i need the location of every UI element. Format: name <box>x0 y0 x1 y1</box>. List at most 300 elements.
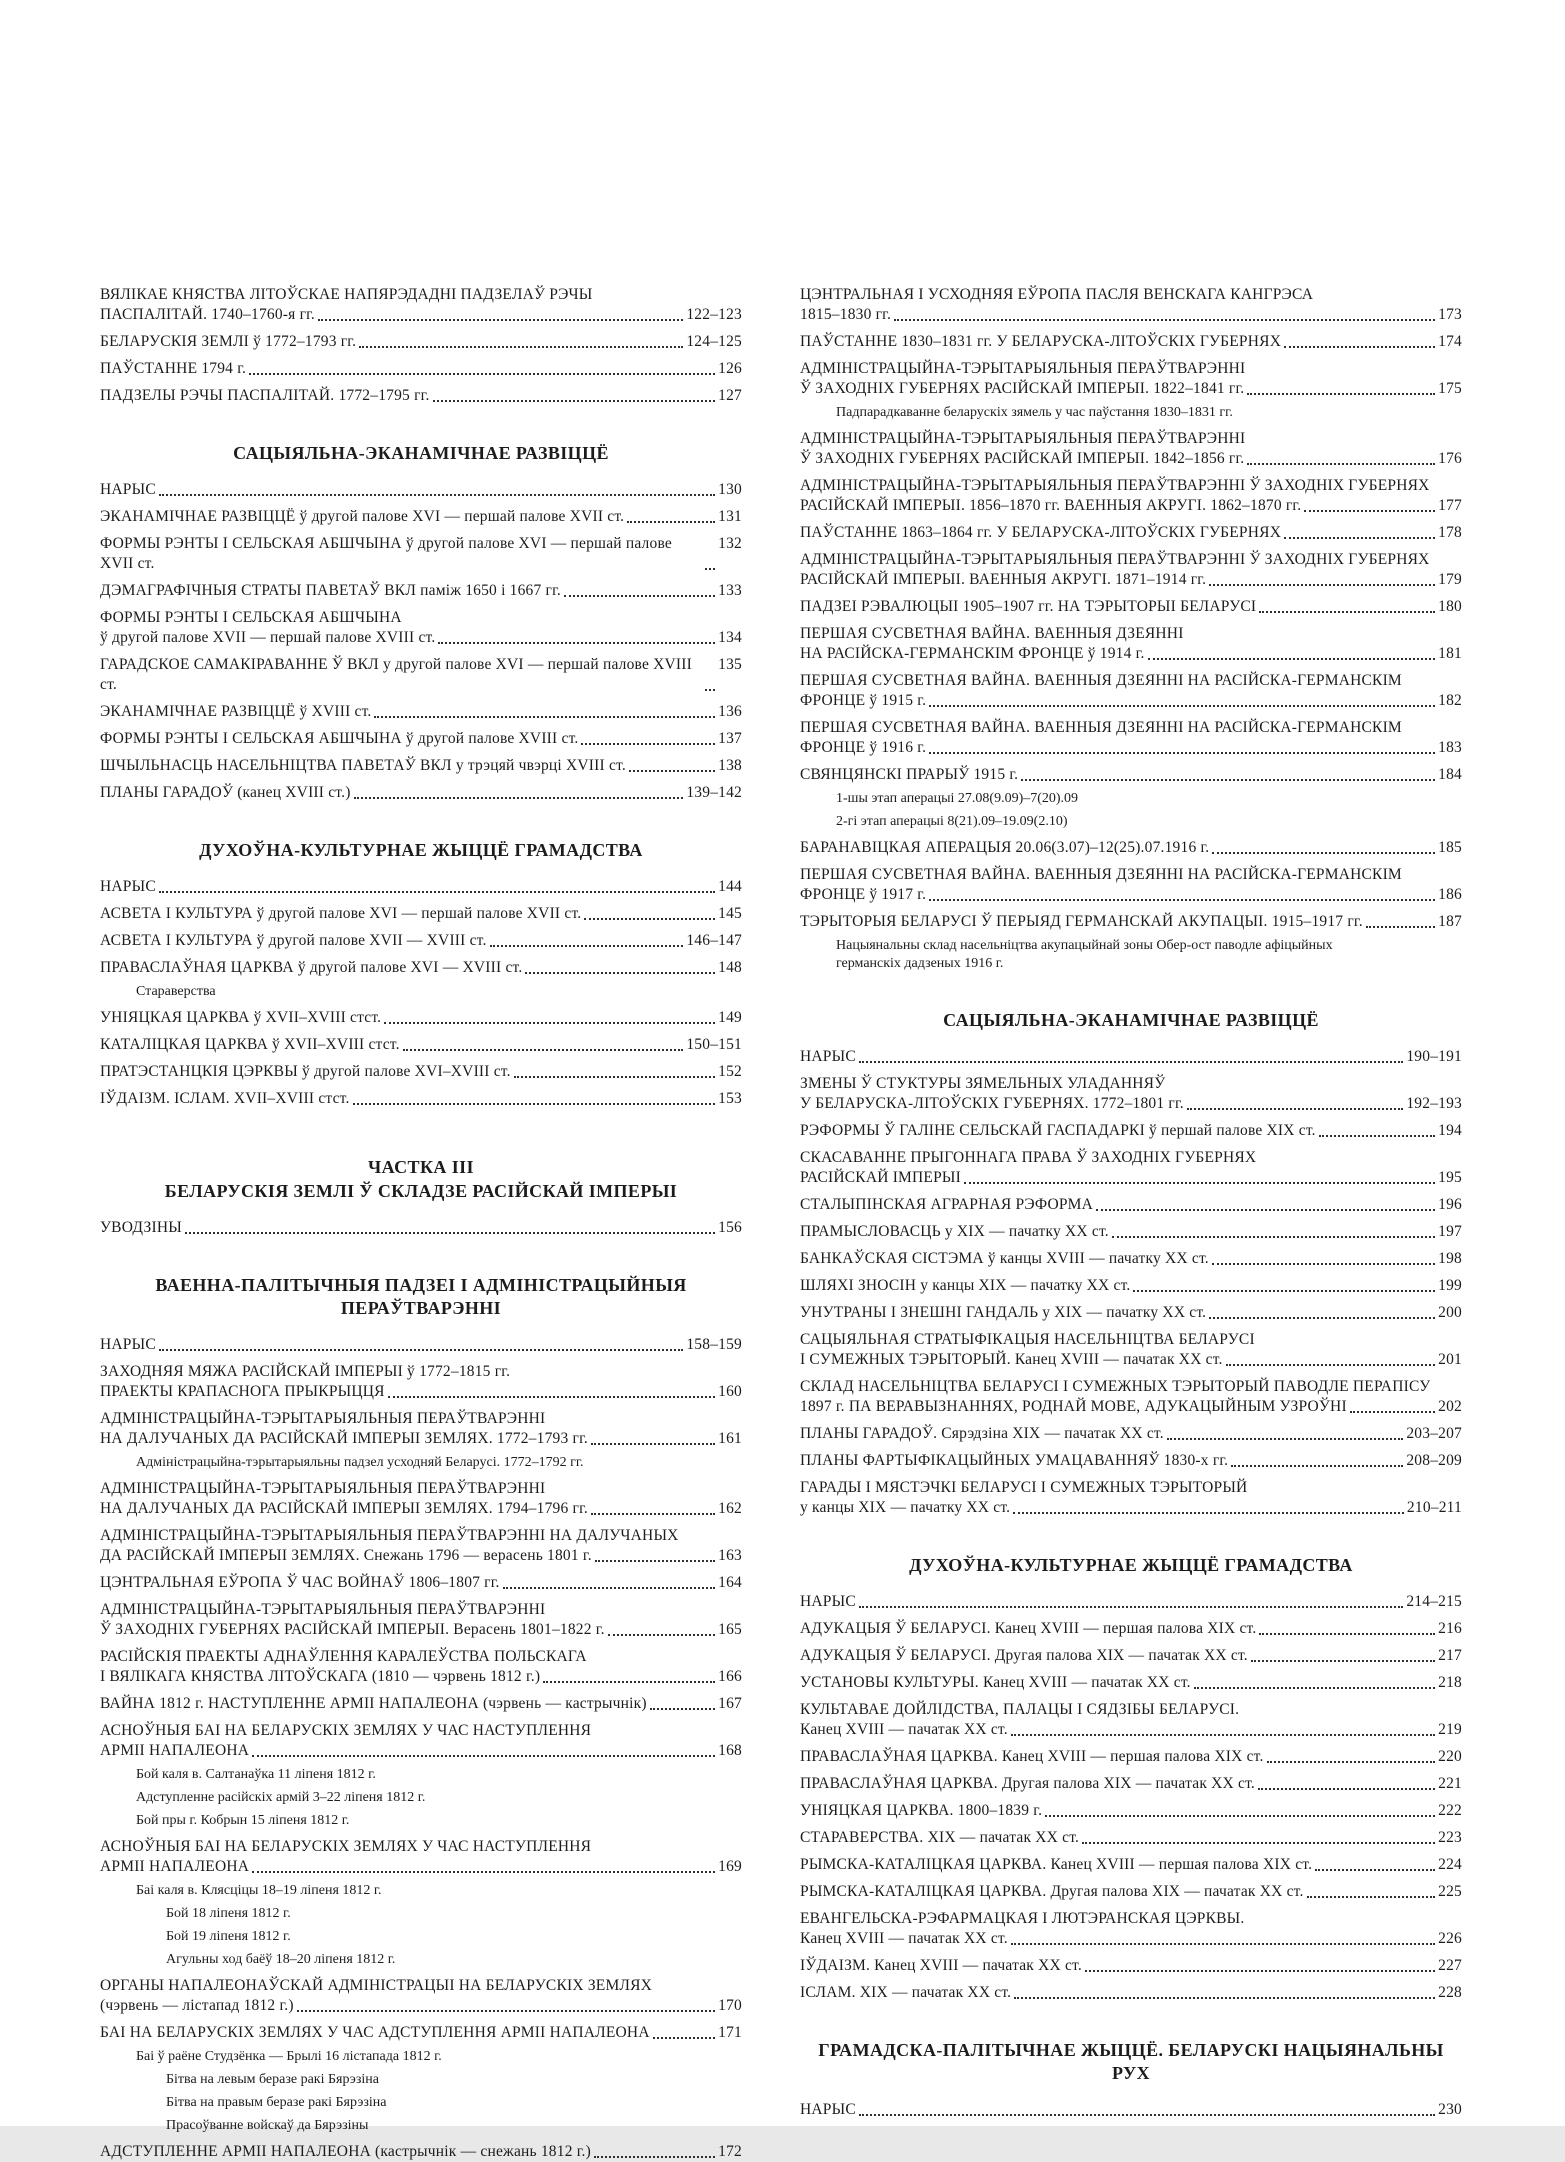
entry-title: НА ДАЛУЧАНЫХ ДА РАСІЙСКАЙ ІМПЕРЫІ ЗЕМЛЯХ. 1772–1793 гг. <box>100 1430 588 1447</box>
dot-leader <box>1259 1633 1435 1635</box>
page-number: 186 <box>1438 886 1462 903</box>
entry-leader-line <box>800 1882 1462 1902</box>
section-heading <box>800 2039 1462 2085</box>
dot-leader <box>159 494 715 496</box>
entry-title: ІСЛАМ. XIX — пачатак XX ст. <box>800 1984 1012 2001</box>
entry-leader-line <box>800 1747 1462 1767</box>
entry-leader-line <box>100 756 742 776</box>
dot-leader <box>1304 510 1435 512</box>
entry-title: НАРЫС <box>100 481 156 498</box>
entry-leader-line <box>800 644 1462 664</box>
toc-entry <box>800 1747 1462 1767</box>
dot-leader <box>1231 1465 1403 1467</box>
entry-title: ФРОНЦЕ ў 1916 г. <box>800 739 927 756</box>
page-number: 144 <box>718 878 742 895</box>
toc-entry <box>800 1377 1462 1417</box>
entry-leader-line <box>800 1397 1462 1417</box>
entry-leader-line <box>100 1035 742 1055</box>
entry-line: ПЕРШАЯ СУСВЕТНАЯ ВАЙНА. ВАЕННЫЯ ДЗЕЯННІ НА РАСІЙСКА-ГЕРМАНСКІМ <box>800 672 1402 689</box>
entry-title: Ў ЗАХОДНІХ ГУБЕРНЯХ РАСІЙСКАЙ ІМПЕРЫІ. Верасень 1801–1822 г. <box>100 1621 605 1638</box>
entry-title: АДСТУПЛЕННЕ АРМІІ НАПАЛЕОНА (кастрычнік — снежань 1812 г.) <box>100 2143 591 2160</box>
dot-leader <box>859 1061 1403 1063</box>
entry-title: ПЛАНЫ ГАРАДОЎ. Сярэдзіна XIX — пачатак XX ст. <box>800 1425 1164 1442</box>
toc-entry <box>100 332 742 352</box>
page-number: 122–123 <box>686 306 742 323</box>
entry-leader-line <box>100 1062 742 1082</box>
entry-leader-line <box>800 1276 1462 1296</box>
dot-leader <box>595 1560 715 1562</box>
dot-leader <box>594 2156 715 2158</box>
entry-leader-line <box>800 1983 1462 2003</box>
toc-entry <box>800 1673 1462 1693</box>
entry-leader-line <box>100 1499 742 1519</box>
dot-leader <box>1014 1997 1435 1999</box>
toc-entry <box>100 1089 742 1109</box>
toc-entry <box>800 624 1462 664</box>
entry-leader-line <box>100 480 742 500</box>
entry-title: ПАДЗЕЛЫ РЭЧЫ ПАСПАЛІТАЙ. 1772–1795 гг. <box>100 387 430 404</box>
page-number: 150–151 <box>686 1036 742 1053</box>
page-number: 175 <box>1438 380 1462 397</box>
toc-entry <box>100 1837 742 1877</box>
page-number: 226 <box>1438 1930 1462 1947</box>
toc-entry <box>800 1195 1462 1215</box>
entry-title: УНІЯЦКАЯ ЦАРКВА ў XVII–XVIII стст. <box>100 1009 382 1026</box>
entry-leader-line <box>100 2142 742 2162</box>
dot-leader <box>1148 658 1436 660</box>
entry-title: ў другой палове XVII — першай палове XVIII ст. <box>100 629 436 646</box>
page-number: 216 <box>1438 1620 1462 1637</box>
section-heading <box>100 839 742 862</box>
page-number: 190–191 <box>1406 1048 1462 1065</box>
entry-leader-line <box>100 1694 742 1714</box>
part-heading <box>100 1155 742 1203</box>
toc-entry <box>800 718 1462 758</box>
entry-line: АДМІНІСТРАЦЫЙНА-ТЭРЫТАРЫЯЛЬНЫЯ ПЕРАЎТВАРЭННІ НА ДАЛУЧАНЫХ <box>100 1527 679 1544</box>
entry-leader-line <box>800 1929 1462 1949</box>
dot-leader <box>929 705 1435 707</box>
toc-sub-entry <box>100 2094 742 2112</box>
sub-entry-line: Бой 19 ліпеня 1812 г. <box>166 1929 291 1944</box>
entry-leader-line <box>800 1222 1462 1242</box>
dot-leader <box>1209 584 1435 586</box>
entry-line: ФОРМЫ РЭНТЫ І СЕЛЬСКАЯ АБШЧЫНА <box>100 609 402 626</box>
entry-line: ЗМЕНЫ Ў СТУКТУРЫ ЗЯМЕЛЬНЫХ УЛАДАННЯЎ <box>800 1075 1166 1092</box>
page-number: 218 <box>1438 1674 1462 1691</box>
entry-title: ПРАТЭСТАНЦКІЯ ЦЭРКВЫ ў другой палове XVI–XVIII ст. <box>100 1063 511 1080</box>
entry-leader-line <box>800 523 1462 543</box>
entry-title: Ў ЗАХОДНІХ ГУБЕРНЯХ РАСІЙСКАЙ ІМПЕРЫІ. 1842–1856 гг. <box>800 450 1245 467</box>
entry-leader-line <box>800 1249 1462 1269</box>
page-number: 181 <box>1438 645 1462 662</box>
entry-title: РЫМСКА-КАТАЛІЦКАЯ ЦАРКВА. Другая палова XIX — пачатак XX ст. <box>800 1883 1304 1900</box>
dot-leader <box>1133 1290 1435 1292</box>
toc-entry <box>100 1409 742 1449</box>
entry-title: СТАРАВЕРСТВА. XIX — пачатак XX ст. <box>800 1829 1080 1846</box>
entry-title: НАРЫС <box>100 878 156 895</box>
entry-leader-line <box>800 1720 1462 1740</box>
entry-leader-line <box>800 597 1462 617</box>
toc-entry <box>100 1335 742 1355</box>
toc-sub-entry <box>800 937 1462 973</box>
dot-leader <box>859 1606 1403 1608</box>
toc-sub-entry <box>100 1882 742 1900</box>
page-number: 198 <box>1438 1250 1462 1267</box>
page-number: 149 <box>718 1009 742 1026</box>
toc-entry <box>100 1600 742 1640</box>
page-number: 152 <box>718 1063 742 1080</box>
page-number: 146–147 <box>686 932 742 949</box>
entry-title: СТАЛЫПІНСКАЯ АГРАРНАЯ РЭФОРМА <box>800 1196 1094 1213</box>
toc-entry <box>800 671 1462 711</box>
page-number: 214–215 <box>1406 1593 1462 1610</box>
dot-leader <box>929 752 1435 754</box>
page-number: 187 <box>1438 913 1462 930</box>
page-number: 200 <box>1438 1304 1462 1321</box>
page-number: 184 <box>1438 766 1462 783</box>
heading-line: ДУХОЎНА-КУЛЬТУРНАЕ ЖЫЦЦЁ ГРАМАДСТВА <box>909 1555 1353 1575</box>
entry-line: АДМІНІСТРАЦЫЙНА-ТЭРЫТАРЫЯЛЬНЫЯ ПЕРАЎТВАРЭННІ Ў ЗАХОДНІХ ГУБЕРНЯХ <box>800 551 1430 568</box>
dot-leader <box>705 568 715 570</box>
sub-entry-line: Адміністрацыйна-тэрытарыяльны падзел усходняй Беларусі. 1772–1792 гг. <box>136 1455 584 1470</box>
entry-leader-line <box>800 1619 1462 1639</box>
page-number: 179 <box>1438 571 1462 588</box>
dot-leader <box>438 642 715 644</box>
toc-entry <box>800 597 1462 617</box>
entry-title: АДУКАЦЫЯ Ў БЕЛАРУСІ. Канец XVIII — першая палова XIX ст. <box>800 1620 1257 1637</box>
toc-sub-entry <box>100 2048 742 2066</box>
entry-title: АСВЕТА І КУЛЬТУРА ў другой палове XVII — XVIII ст. <box>100 932 487 949</box>
dot-leader <box>581 743 715 745</box>
toc-entry <box>100 1976 742 2016</box>
dot-leader <box>1082 1842 1435 1844</box>
dot-leader <box>629 770 715 772</box>
page-number: 145 <box>718 905 742 922</box>
dot-leader <box>591 1443 715 1445</box>
sub-entry-line: Нацыянальны склад насельніцтва акупацыйнай зоны Обер-ост паводле афіцыйных <box>836 938 1333 953</box>
page-number: 124–125 <box>686 333 742 350</box>
toc-entry <box>800 1801 1462 1821</box>
entry-title: УНІЯЦКАЯ ЦАРКВА. 1800–1839 г. <box>800 1802 1043 1819</box>
entry-title: Ў ЗАХОДНІХ ГУБЕРНЯХ РАСІЙСКАЙ ІМПЕРЫІ. 1822–1841 гг. <box>800 380 1245 397</box>
toc-entry <box>800 1855 1462 1875</box>
toc-sub-entry <box>100 2071 742 2089</box>
page-number: 130 <box>718 481 742 498</box>
page-number: 210–211 <box>1406 1499 1462 1516</box>
page-number: 148 <box>718 959 742 976</box>
toc-entry <box>800 1121 1462 1141</box>
toc-entry <box>800 1222 1462 1242</box>
dot-leader <box>1247 393 1435 395</box>
sub-entry-line: Бой 18 ліпеня 1812 г. <box>166 1906 291 1921</box>
entry-line: РАСІЙСКІЯ ПРАЕКТЫ АДНАЎЛЕННЯ КАРАЛЕЎСТВА ПОЛЬСКАГА <box>100 1648 587 1665</box>
toc-entry <box>100 931 742 951</box>
entry-line: КУЛЬТАВАЕ ДОЙЛІДСТВА, ПАЛАЦЫ І СЯДЗІБЫ БЕЛАРУСІ. <box>800 1701 1240 1718</box>
page-number: 162 <box>718 1500 742 1517</box>
entry-title: ЦЭНТРАЛЬНАЯ ЕЎРОПА Ў ЧАС ВОЙНАЎ 1806–1807 гг. <box>100 1574 500 1591</box>
page-number: 163 <box>718 1547 742 1564</box>
entry-line: ЦЭНТРАЛЬНАЯ І УСХОДНЯЯ ЕЎРОПА ПАСЛЯ ВЕНСКАГА КАНГРЭСА <box>800 286 1314 303</box>
toc-entry <box>100 904 742 924</box>
toc-sub-entry <box>100 1905 742 1923</box>
entry-title: ПАЎСТАННЕ 1863–1864 гг. У БЕЛАРУСКА-ЛІТОЎСКІХ ГУБЕРНЯХ <box>800 524 1282 541</box>
entry-leader-line <box>800 838 1462 858</box>
dot-leader <box>525 972 715 974</box>
entry-title: НАРЫС <box>100 1336 156 1353</box>
page-number: 201 <box>1438 1351 1462 1368</box>
dot-leader <box>159 1349 683 1351</box>
page-number: 208–209 <box>1406 1452 1462 1469</box>
entry-line: АДМІНІСТРАЦЫЙНА-ТЭРЫТАРЫЯЛЬНЫЯ ПЕРАЎТВАРЭННІ <box>100 1601 546 1618</box>
toc-entry <box>800 550 1462 590</box>
toc-entry <box>800 1276 1462 1296</box>
page-number: 227 <box>1438 1957 1462 1974</box>
entry-title: БАНКАЎСКАЯ СІСТЭМА ў канцы XVIII — пачатку XX ст. <box>800 1250 1209 1267</box>
dot-leader <box>359 346 683 348</box>
entry-leader-line <box>100 1335 742 1355</box>
page-number: 156 <box>718 1219 742 1236</box>
toc-entry <box>800 1983 1462 2003</box>
toc-entry <box>800 838 1462 858</box>
entry-title: ПАЎСТАННЕ 1794 г. <box>100 360 247 377</box>
entry-leader-line <box>100 1218 742 1238</box>
page-number: 195 <box>1438 1169 1462 1186</box>
entry-title: ФРОНЦЕ ў 1915 г. <box>800 692 927 709</box>
entry-line: СКЛАД НАСЕЛЬНІЦТВА БЕЛАРУСІ І СУМЕЖНЫХ ТЭРЫТОРЫЙ ПАВОДЛЕ ПЕРАПІСУ <box>800 1378 1431 1395</box>
entry-title: РЭФОРМЫ Ў ГАЛІНЕ СЕЛЬСКАЙ ГАСПАДАРКІ ў першай палове XIX ст. <box>800 1122 1316 1139</box>
entry-leader-line <box>100 1429 742 1449</box>
page-number: 139–142 <box>686 784 742 801</box>
entry-title: ПРАВАСЛАЎНАЯ ЦАРКВА ў другой палове XVI — XVIII ст. <box>100 959 523 976</box>
page-number: 160 <box>718 1383 742 1400</box>
toc-entry <box>100 783 742 803</box>
entry-title: ПАСПАЛІТАЙ. 1740–1760-я гг. <box>100 306 316 323</box>
toc-entry <box>800 332 1462 352</box>
page-number: 170 <box>718 1997 742 2014</box>
entry-line: ЕВАНГЕЛЬСКА-РЭФАРМАЦКАЯ І ЛЮТЭРАНСКАЯ ЦЭРКВЫ. <box>800 1910 1245 1927</box>
entry-leader-line <box>800 1855 1462 1875</box>
dot-leader <box>1267 1761 1436 1763</box>
entry-leader-line <box>100 655 742 695</box>
entry-leader-line <box>100 1573 742 1593</box>
entry-title: у канцы XIX — пачатку XX ст. <box>800 1499 1011 1516</box>
entry-leader-line <box>800 1424 1462 1444</box>
dot-leader <box>503 1587 716 1589</box>
dot-leader <box>1315 1869 1435 1871</box>
dot-leader <box>1013 1512 1404 1514</box>
toc-entry <box>100 285 742 325</box>
entry-leader-line <box>100 628 742 648</box>
page-number: 221 <box>1438 1775 1462 1792</box>
page-number: 223 <box>1438 1829 1462 1846</box>
entry-leader-line <box>800 449 1462 469</box>
entry-title: ПЛАНЫ ГАРАДОЎ (канец XVIII ст.) <box>100 784 351 801</box>
dot-leader <box>584 918 715 920</box>
toc-columns <box>100 285 1462 2162</box>
entry-line: ПЕРШАЯ СУСВЕТНАЯ ВАЙНА. ВАЕННЫЯ ДЗЕЯННІ НА РАСІЙСКА-ГЕРМАНСКІМ <box>800 719 1402 736</box>
entry-leader-line <box>100 359 742 379</box>
entry-title: ІЎДАІЗМ. ІСЛАМ. XVII–XVIII стст. <box>100 1090 350 1107</box>
section-heading <box>100 1274 742 1320</box>
dot-leader <box>1085 1970 1435 1972</box>
entry-leader-line <box>800 1774 1462 1794</box>
dot-leader <box>1259 611 1435 613</box>
page-number: 197 <box>1438 1223 1462 1240</box>
toc-entry <box>100 1526 742 1566</box>
page-number: 169 <box>718 1858 742 1875</box>
entry-title: УНУТРАНЫ І ЗНЕШНІ ГАНДАЛЬ у XIX — пачатку XX ст. <box>800 1304 1207 1321</box>
entry-title: (чэрвень — лістапад 1812 г.) <box>100 1997 294 2014</box>
toc-entry <box>100 1008 742 1028</box>
page-number: 168 <box>718 1742 742 1759</box>
entry-title: АРМІІ НАПАЛЕОНА <box>100 1742 250 1759</box>
heading-line: ГРАМАДСКА-ПАЛІТЫЧНАЕ ЖЫЦЦЁ. БЕЛАРУСКІ НАЦЫЯНАЛЬНЫ РУХ <box>818 2040 1444 2083</box>
entry-title: КАТАЛІЦКАЯ ЦАРКВА ў XVII–XVIII стст. <box>100 1036 400 1053</box>
entry-title: НА РАСІЙСКА-ГЕРМАНСКІМ ФРОНЦЕ ў 1914 г. <box>800 645 1145 662</box>
dot-leader <box>1212 852 1435 854</box>
toc-sub-entry <box>100 1454 742 1472</box>
page-number: 167 <box>718 1695 742 1712</box>
entry-title: ДЭМАГРАФІЧНЫЯ СТРАТЫ ПАВЕТАЎ ВКЛ паміж 1650 і 1667 гг. <box>100 582 561 599</box>
entry-title: Канец XVIII — пачатак XX ст. <box>800 1721 1008 1738</box>
entry-leader-line <box>800 738 1462 758</box>
toc-entry <box>100 534 742 574</box>
entry-leader-line <box>800 379 1462 399</box>
page-number: 138 <box>718 757 742 774</box>
toc-sub-entry <box>100 1928 742 1946</box>
dot-leader <box>490 945 684 947</box>
heading-line: ДУХОЎНА-КУЛЬТУРНАЕ ЖЫЦЦЁ ГРАМАДСТВА <box>199 840 643 860</box>
entry-title: 1897 г. ПА ВЕРАВЫЗНАННЯХ, РОДНАЙ МОВЕ, АДУКАЦЫЙНЫМ УЗРОЎНІ <box>800 1398 1347 1415</box>
toc-entry <box>800 1619 1462 1639</box>
entry-title: АСВЕТА І КУЛЬТУРА ў другой палове XVI — першай палове XVII ст. <box>100 905 582 922</box>
toc-entry <box>800 476 1462 516</box>
toc-sub-entry <box>100 2117 742 2135</box>
page-number: 222 <box>1438 1802 1462 1819</box>
entry-line: АДМІНІСТРАЦЫЙНА-ТЭРЫТАРЫЯЛЬНЫЯ ПЕРАЎТВАРЭННІ Ў ЗАХОДНІХ ГУБЕРНЯХ <box>800 477 1430 494</box>
page-number: 180 <box>1438 598 1462 615</box>
entry-leader-line <box>800 1451 1462 1471</box>
page-number: 127 <box>718 387 742 404</box>
entry-title: Канец XVIII — пачатак XX ст. <box>800 1930 1008 1947</box>
page-number: 165 <box>718 1621 742 1638</box>
section-heading <box>800 1009 1462 1032</box>
entry-leader-line <box>100 729 742 749</box>
page-number: 173 <box>1438 306 1462 323</box>
toc-entry <box>100 1218 742 1238</box>
toc-sub-entry <box>100 1766 742 1784</box>
sub-entry-line: Бой каля в. Салтанаўка 11 ліпеня 1812 г. <box>136 1767 376 1782</box>
dot-leader <box>1194 1687 1435 1689</box>
heading-line: БЕЛАРУСКІЯ ЗЕМЛІ Ў СКЛАДЗЕ РАСІЙСКАЙ ІМПЕРЫІ <box>164 1181 678 1201</box>
toc-entry <box>100 359 742 379</box>
page-number: 183 <box>1438 739 1462 756</box>
dot-leader <box>1011 1943 1435 1945</box>
dot-leader <box>591 1513 715 1515</box>
entry-leader-line <box>800 570 1462 590</box>
toc-entry <box>100 877 742 897</box>
dot-leader <box>1096 1209 1435 1211</box>
page-number: 133 <box>718 582 742 599</box>
dot-leader <box>403 1049 684 1051</box>
entry-leader-line <box>100 958 742 978</box>
toc-sub-entry <box>800 790 1462 808</box>
page-number: 135 <box>718 656 742 673</box>
toc-entry <box>800 1451 1462 1471</box>
entry-line: АСНОЎНЫЯ БАІ НА БЕЛАРУСКІХ ЗЕМЛЯХ У ЧАС НАСТУПЛЕННЯ <box>100 1838 592 1855</box>
entry-leader-line <box>100 1382 742 1402</box>
entry-leader-line <box>800 1828 1462 1848</box>
entry-leader-line <box>100 1089 742 1109</box>
sub-entry-line: Прасоўванне войскаў да Бярэзіны <box>166 2118 369 2133</box>
page-number: 174 <box>1438 333 1462 350</box>
entry-title: ЭКАНАМІЧНАЕ РАЗВІЦЦЁ ў XVIII ст. <box>100 703 372 720</box>
page-number: 171 <box>718 2024 742 2041</box>
toc-entry <box>100 702 742 722</box>
toc-entry <box>800 2100 1462 2120</box>
page-number: 137 <box>718 730 742 747</box>
entry-leader-line <box>800 1195 1462 1215</box>
page-number: 178 <box>1438 524 1462 541</box>
dot-leader <box>1251 1660 1435 1662</box>
dot-leader <box>1258 1788 1435 1790</box>
toc-entry <box>100 655 742 695</box>
toc-sub-entry <box>100 1812 742 1830</box>
entry-line: ЗАХОДНЯЯ МЯЖА РАСІЙСКАЙ ІМПЕРЫІ ў 1772–1815 гг. <box>100 1363 511 1380</box>
sub-entry-line: 2-гі этап аперацыі 8(21).09–19.09(2.10) <box>836 814 1068 829</box>
page-number: 164 <box>718 1574 742 1591</box>
entry-leader-line <box>100 1857 742 1877</box>
entry-leader-line <box>800 1094 1462 1114</box>
entry-title: ПЛАНЫ ФАРТЫФІКАЦЫЙНЫХ УМАЦАВАННЯЎ 1830-х гг. <box>800 1452 1229 1469</box>
page-number: 203–207 <box>1406 1425 1462 1442</box>
page-number: 194 <box>1438 1122 1462 1139</box>
dot-leader <box>249 373 715 375</box>
page-number: 126 <box>718 360 742 377</box>
dot-leader <box>185 1232 715 1234</box>
dot-leader <box>608 1634 715 1636</box>
page-number: 224 <box>1438 1856 1462 1873</box>
sub-entry-line: Бітва на правым беразе ракі Бярэзіна <box>166 2095 387 2110</box>
entry-leader-line <box>800 1350 1462 1370</box>
entry-leader-line <box>800 1646 1462 1666</box>
page-number: 131 <box>718 508 742 525</box>
toc-entry <box>800 1424 1462 1444</box>
heading-line: САЦЫЯЛЬНА-ЭКАНАМІЧНАЕ РАЗВІЦЦЁ <box>943 1010 1319 1030</box>
dot-leader <box>159 891 715 893</box>
toc-entry <box>800 429 1462 469</box>
entry-leader-line <box>100 877 742 897</box>
entry-leader-line <box>100 1620 742 1640</box>
dot-leader <box>374 716 715 718</box>
entry-line: АДМІНІСТРАЦЫЙНА-ТЭРЫТАРЫЯЛЬНЫЯ ПЕРАЎТВАРЭННІ <box>100 1410 546 1427</box>
page-number: 158–159 <box>686 1336 742 1353</box>
entry-title: ФОРМЫ РЭНТЫ І СЕЛЬСКАЯ АБШЧЫНА ў другой палове XVIII ст. <box>100 730 579 747</box>
entry-leader-line <box>800 332 1462 352</box>
toc-entry <box>800 1303 1462 1323</box>
toc-entry <box>800 1774 1462 1794</box>
entry-title: ФРОНЦЕ ў 1917 г. <box>800 886 927 903</box>
entry-line: ПЕРШАЯ СУСВЕТНАЯ ВАЙНА. ВАЕННЫЯ ДЗЕЯННІ <box>800 625 1184 642</box>
page-number: 166 <box>718 1668 742 1685</box>
entry-title: РЫМСКА-КАТАЛІЦКАЯ ЦАРКВА. Канец XVIII — першая палова XIX ст. <box>800 1856 1313 1873</box>
entry-leader-line <box>800 765 1462 785</box>
toc-entry <box>100 1694 742 1714</box>
dot-leader <box>384 1022 715 1024</box>
entry-line: АДМІНІСТРАЦЫЙНА-ТЭРЫТАРЫЯЛЬНЫЯ ПЕРАЎТВАРЭННІ <box>100 1480 546 1497</box>
entry-title: У БЕЛАРУСКА-ЛІТОЎСКІХ ГУБЕРНЯХ. 1772–1801 гг. <box>800 1095 1184 1112</box>
entry-title: ПАДЗЕІ РЭВАЛЮЦЫІ 1905–1907 гг. НА ТЭРЫТОРЫІ БЕЛАРУСІ <box>800 598 1257 615</box>
